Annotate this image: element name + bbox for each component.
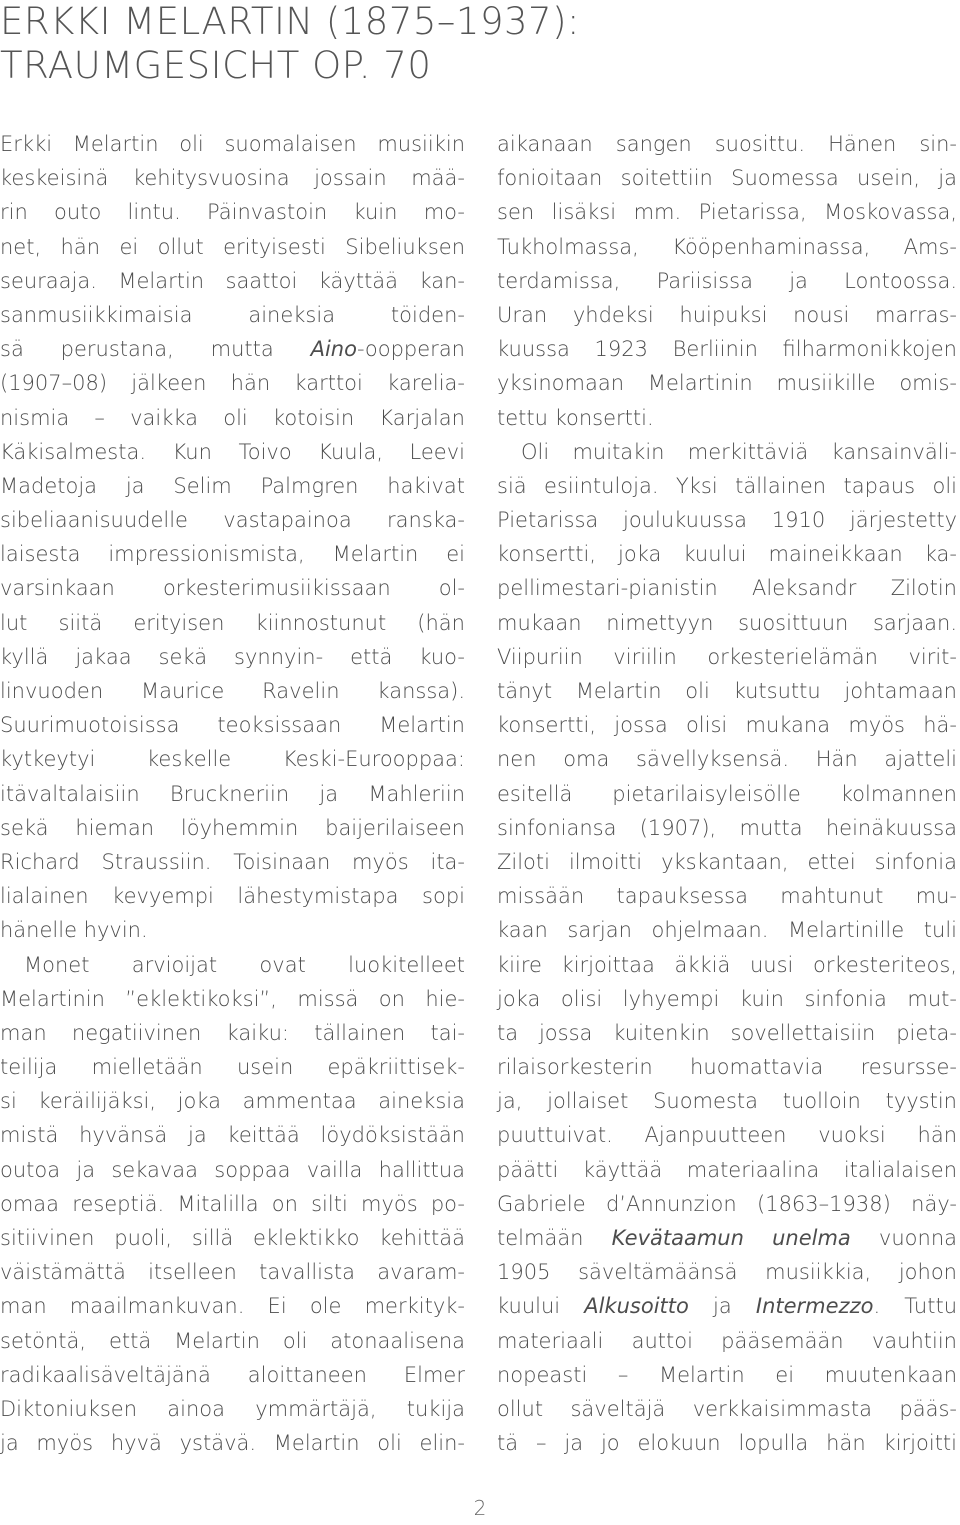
text-line: lialainen kevyempi lähestymistapa sopi xyxy=(0,884,465,909)
text-segment: telmään xyxy=(497,1226,612,1250)
page-number: 2 xyxy=(473,1496,487,1520)
text-line: aikanaan sangen suosittu. Hänen sin- xyxy=(497,132,957,156)
text-line: siä esiintuloja. Yksi tällainen tapaus oli xyxy=(497,473,957,498)
text-line: kyllä jakaa sekä synnyin- että kuo- xyxy=(0,644,465,669)
text-line: varsinkaan orkesterimusiikissaan ol- xyxy=(0,576,465,601)
work-title-italic: Intermezzo xyxy=(755,1294,874,1319)
text-line: sibeliaanisuudelle vastapainoa ranska- xyxy=(0,508,465,533)
text-line: kuussa 1923 Berliinin filharmonikkojen xyxy=(497,337,957,362)
title-line-1: ERKKI MELARTIN (1875–1937): xyxy=(0,0,580,43)
text-line: Suurimuotoisissa teoksissaan Melartin xyxy=(0,713,465,738)
text-line: mukaan nimettyyn suosittuun sarjaan. xyxy=(497,610,957,635)
text-segment: sä perustana, mutta xyxy=(0,337,311,362)
left-column xyxy=(0,127,465,1460)
text-segment: kuului xyxy=(497,1294,585,1319)
text-line: tänyt Melartin oli kutsuttu johtamaan xyxy=(497,679,957,703)
text-line xyxy=(497,1289,957,1323)
text-line: Käkisalmesta. Kun Toivo Kuula, Leevi xyxy=(0,439,465,464)
text-line: nismia – vaikka oli kotoisin Karjalan xyxy=(0,405,465,430)
text-line: ja myös hyvä ystävä. Melartin oli elin- xyxy=(0,1431,465,1456)
text-line: si keräilijäksi, joka ammentaa aineksia xyxy=(0,1089,465,1114)
work-title-italic: Alkusoitto xyxy=(584,1294,689,1319)
text-segment: . Tuttu xyxy=(873,1294,957,1319)
text-line: konsertti, joka kuului maineikkaan ka- xyxy=(497,542,957,567)
page-title xyxy=(0,0,960,88)
text-segment: ja xyxy=(688,1294,756,1319)
text-line: Diktoniuksen ainoa ymmärtäjä, tukija xyxy=(0,1396,465,1421)
text-line: Monet arvioijat ovat luokitelleet xyxy=(24,952,465,977)
text-line: nopeasti – Melartin ei muutenkaan xyxy=(497,1362,957,1387)
text-line: terdamissa, Pariisissa ja Lontoossa. xyxy=(497,268,957,293)
text-segment: -oopperan xyxy=(356,337,465,362)
text-line: päätti käyttää materiaalina italialaisen xyxy=(497,1157,957,1182)
text-line: rin outo lintu. Päinvastoin kuin mo- xyxy=(0,200,465,225)
text-line: ja, jollaiset Suomesta tuolloin tyystin xyxy=(497,1089,957,1114)
text-line: sanmusiikkimaisia aineksia töiden- xyxy=(0,302,465,327)
work-title-italic: Kevätaamun unelma xyxy=(611,1226,851,1250)
text-line: tettu konsertti. xyxy=(497,405,654,430)
text-line: Melartinin ”eklektikoksi”, missä on hie- xyxy=(0,986,465,1011)
text-line: man maailmankuvan. Ei ole merkityk- xyxy=(0,1294,465,1319)
text-line: hänelle hyvin. xyxy=(0,918,148,943)
work-title-italic: Aino xyxy=(310,337,357,362)
text-line: konsertti, jossa olisi mukana myös hä- xyxy=(497,713,957,738)
text-segment: vuonna xyxy=(850,1226,957,1250)
text-line: ollut säveltäjä verkkaisimmasta pääs- xyxy=(497,1396,957,1421)
text-line: Pietarissa joulukuussa 1910 järjestetty xyxy=(497,508,957,533)
text-line: nen oma sävellyksensä. Hän ajatteli xyxy=(497,747,957,772)
text-line: fonioitaan soitettiin Suomessa usein, ja xyxy=(497,166,957,191)
text-line: laisesta impressionismista, Melartin ei xyxy=(0,542,465,567)
text-line: setöntä, että Melartin oli atonaalisena xyxy=(0,1328,465,1353)
text-line: sinfoniansa (1907), mutta heinäkuussa xyxy=(497,815,957,840)
text-line: ta jossa kuitenkin sovellettaisiin pieta- xyxy=(497,1020,957,1045)
text-line: Tukholmassa, Kööpenhaminassa, Ams- xyxy=(497,234,957,259)
text-line: teilija mielletään usein epäkriittisek- xyxy=(0,1055,465,1080)
text-line: Ziloti ilmoitti ykskantaan, ettei sinfonia xyxy=(497,849,957,874)
text-line: kaan sarjan ohjelmaan. Melartinille tuli xyxy=(497,918,957,943)
text-line: Viipuriin viriilin orkesterielämän virit- xyxy=(497,644,957,669)
text-line: sekä hieman löyhemmin baijerilaiseen xyxy=(0,815,465,840)
text-line: omaa reseptiä. Mitalilla on silti myös po- xyxy=(0,1191,465,1216)
text-line: man negatiivinen kaiku: tällainen tai- xyxy=(0,1020,465,1045)
text-line: sitiivinen puoli, sillä eklektikko kehittää xyxy=(0,1226,465,1250)
text-line: tä – ja jo elokuun lopulla hän kirjoitti xyxy=(497,1431,957,1456)
text-line: Oli muitakin merkittäviä kansainväli- xyxy=(521,439,957,464)
text-line: missään tapauksessa mahtunut mu- xyxy=(497,884,957,909)
text-line: esitellä pietarilaisyleisölle kolmannen xyxy=(497,781,957,806)
text-line: Richard Straussiin. Toisinaan myös ita- xyxy=(0,849,465,874)
text-line: lut siitä erityisen kiinnostunut (hän xyxy=(0,610,465,635)
text-line: net, hän ei ollut erityisesti Sibeliuksen xyxy=(0,234,465,259)
text-line: 1905 säveltämäänsä musiikkia, johon xyxy=(497,1260,957,1285)
text-line: joka olisi lyhyempi kuin sinfonia mut- xyxy=(497,986,957,1011)
text-line: Gabriele d’Annunzion (1863–1938) näy- xyxy=(497,1191,957,1216)
text-line: Erkki Melartin oli suomalaisen musiikin xyxy=(0,132,465,156)
text-line: Uran yhdeksi huipuksi nousi marras- xyxy=(497,302,957,327)
text-line: radikaalisäveltäjänä aloittaneen Elmer xyxy=(0,1362,465,1387)
text-line: rilaisorkesterin huomattavia resursse- xyxy=(497,1055,957,1080)
text-line: keskeisinä kehitysvuosina jossain mää- xyxy=(0,166,465,191)
text-line: mistä hyvänsä ja keittää löydöksistään xyxy=(0,1123,465,1148)
text-line: linvuoden Maurice Ravelin kanssa). xyxy=(0,679,465,703)
text-line: Madetoja ja Selim Palmgren hakivat xyxy=(0,473,465,498)
text-line: materiaali auttoi pääsemään vauhtiin xyxy=(497,1328,957,1353)
title-line-2: TRAUMGESICHT OP. 70 xyxy=(0,44,432,87)
text-line: pellimestari-pianistin Aleksandr Zilotin xyxy=(497,576,957,601)
right-column xyxy=(497,127,957,1460)
text-line: itävaltalaisiin Bruckneriin ja Mahleriin xyxy=(0,781,465,806)
text-line: (1907–08) jälkeen hän karttoi karelia- xyxy=(0,371,465,396)
text-line: outoa ja sekavaa soppaa vailla hallittua xyxy=(0,1157,465,1182)
text-line: kiire kirjoittaa äkkiä uusi orkesteriteos, xyxy=(497,952,957,977)
text-line xyxy=(497,1221,957,1255)
text-line: yksinomaan Melartinin musiikille omis- xyxy=(497,371,957,396)
text-line: väistämättä itselleen tavallista avaram- xyxy=(0,1260,465,1285)
text-line: puuttuivat. Ajanpuutteen vuoksi hän xyxy=(497,1123,957,1148)
text-line: kytkeytyi keskelle Keski-Eurooppaa: xyxy=(0,747,465,772)
text-line: sen lisäksi mm. Pietarissa, Moskovassa, xyxy=(497,200,957,225)
text-line: seuraaja. Melartin saattoi käyttää kan- xyxy=(0,268,465,293)
text-line xyxy=(0,332,465,366)
